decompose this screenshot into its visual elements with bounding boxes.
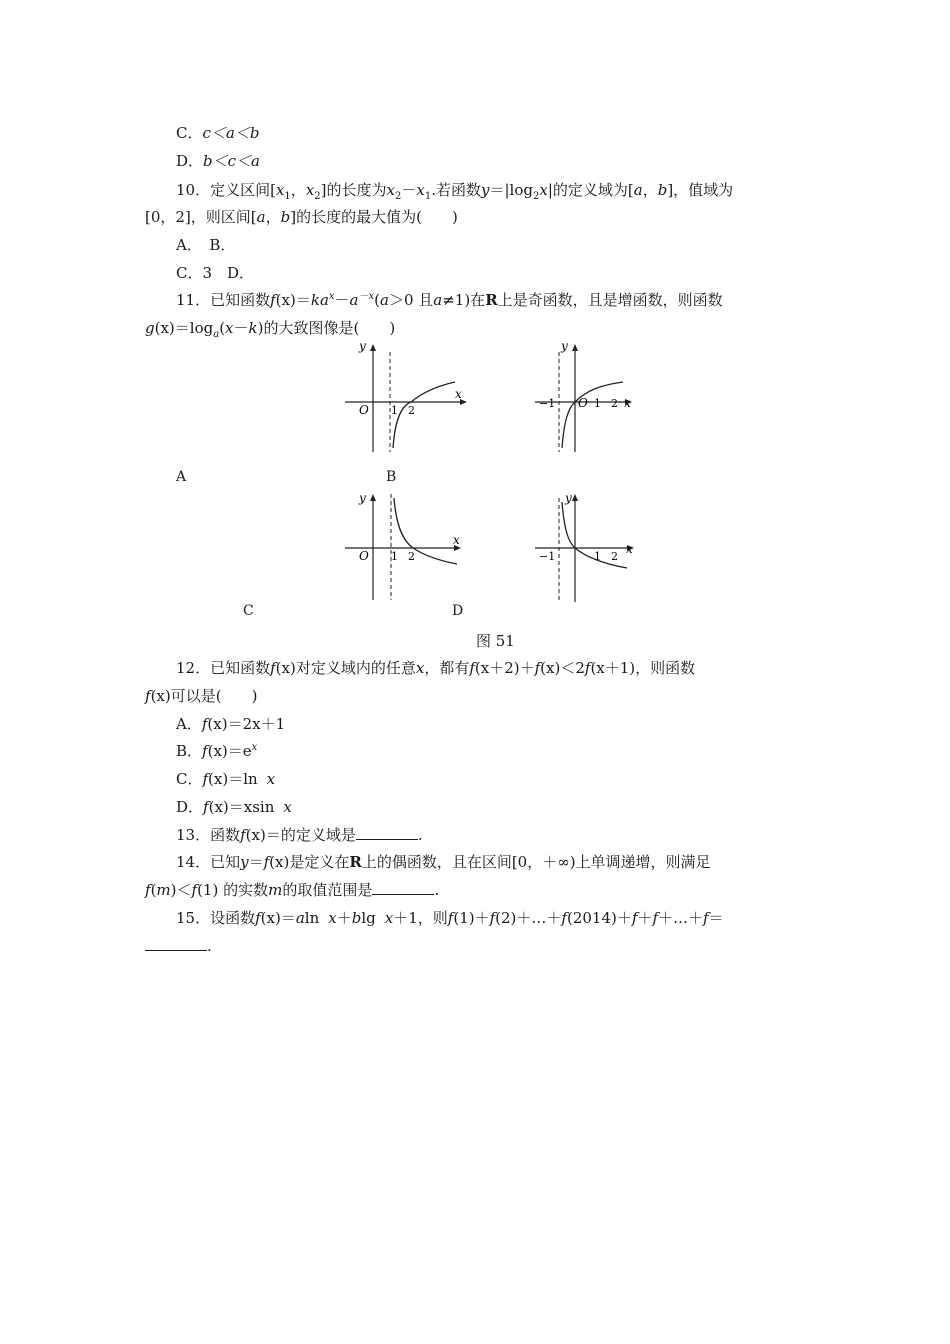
var: x — [415, 659, 425, 677]
text: 12．已知函数 — [176, 659, 271, 677]
sub: 2 — [532, 191, 540, 202]
text: (x＋2)＋ — [474, 659, 535, 677]
text: 14．已知 — [176, 853, 241, 871]
var: f — [201, 715, 208, 733]
q12-option-b — [176, 741, 257, 761]
q10-line1 — [176, 180, 733, 200]
var: f — [270, 659, 276, 677]
var: f — [145, 687, 151, 705]
text: ＋1，则 — [393, 909, 448, 927]
text: ＝ — [280, 909, 296, 927]
var: f — [447, 909, 454, 927]
var: a — [256, 208, 266, 226]
graph-b — [535, 340, 660, 455]
var: f — [631, 909, 638, 927]
q13-line — [176, 825, 423, 845]
text: (x) — [245, 826, 266, 844]
figure-caption: 图 51 — [476, 632, 515, 650]
tick-2: 2 — [611, 397, 618, 410]
tick-1: 1 — [391, 404, 398, 417]
var: y — [240, 853, 249, 871]
var: m — [156, 881, 171, 899]
answer-blank — [145, 936, 207, 951]
var: f — [652, 909, 658, 927]
var: a — [349, 291, 359, 309]
option-expr: (x)＝xsin — [208, 798, 275, 816]
tick-1: 1 — [391, 550, 398, 563]
var: b — [280, 208, 291, 226]
text: (x) — [150, 687, 171, 705]
graph-label-d: D — [452, 603, 464, 619]
option-label: D． — [176, 798, 204, 816]
sup: x — [328, 291, 335, 302]
x-label: x — [453, 533, 460, 547]
option-label: C． — [176, 770, 203, 788]
text: (x)＜2 — [540, 659, 585, 677]
text: ( — [219, 319, 226, 337]
q9-option-d — [176, 151, 260, 171]
q14-line1 — [176, 852, 711, 872]
text: 是定义在 — [289, 853, 350, 871]
sub: 2 — [314, 191, 321, 202]
var: x — [416, 181, 425, 199]
tick-1: 1 — [594, 397, 601, 410]
y-arrow — [370, 494, 376, 501]
text: ( — [374, 291, 380, 309]
q10-line2 — [145, 207, 458, 227]
text: 15．设函数 — [176, 909, 256, 927]
text: ＝的定义域是 — [265, 826, 356, 844]
sub: 1 — [424, 191, 432, 202]
var: f — [534, 659, 541, 677]
text: － — [401, 181, 417, 199]
option-expr: b＜c＜a — [203, 152, 260, 170]
text: ＝ — [248, 853, 264, 871]
text: . — [417, 826, 423, 844]
var: f — [255, 909, 261, 927]
tick-2: 2 — [611, 550, 618, 563]
tick-minus-1: −1 — [539, 397, 556, 410]
var: a — [295, 909, 305, 927]
var: y — [481, 181, 490, 199]
text: [0，2]，则区间[ — [145, 208, 257, 226]
option-label: A． — [176, 715, 202, 733]
q12-option-d — [176, 797, 292, 817]
option-label: D． — [176, 152, 204, 170]
graph-d — [535, 490, 660, 605]
var: f — [145, 881, 151, 899]
text: ＝ — [708, 909, 724, 927]
text: (2014)＋ — [566, 909, 632, 927]
var: x — [283, 798, 292, 816]
graph-label-c: C — [243, 603, 254, 619]
text: . — [207, 937, 212, 955]
var: f — [202, 742, 208, 760]
var: x — [539, 181, 548, 199]
graph-label-b: B — [386, 469, 397, 485]
text: (2)＋…＋ — [495, 909, 562, 927]
q15-line1 — [176, 908, 724, 928]
text: 上是奇函数，且是增函数，则函数 — [497, 291, 723, 309]
text: ＋ — [336, 909, 352, 927]
text: 11．已知函数 — [176, 291, 271, 309]
text: － — [233, 319, 249, 337]
q14-line2 — [145, 880, 439, 900]
tick-2: 2 — [408, 550, 415, 563]
text: ， — [265, 208, 281, 226]
text: .若函数 — [431, 181, 481, 199]
q10-options-cd: C．3 D． — [176, 264, 255, 282]
option-expr: c＜a＜b — [202, 124, 260, 142]
var: R — [485, 291, 498, 309]
y-arrow — [572, 344, 578, 351]
text: ＋ — [637, 909, 653, 927]
sub: a — [213, 329, 220, 340]
text: )的大致图像是( ) — [257, 319, 396, 337]
y-arrow — [370, 344, 376, 351]
q9-option-c — [176, 123, 259, 143]
sub: 1 — [284, 191, 291, 202]
graph-c — [345, 490, 470, 605]
text: 13．函数 — [176, 826, 241, 844]
text: ＝|log — [489, 181, 533, 199]
text: ]的长度的最大值为( ) — [290, 208, 458, 226]
y-label: y — [561, 340, 568, 353]
text: |的定义域为[ — [547, 181, 634, 199]
origin-label: O — [578, 396, 588, 410]
q12-line1 — [176, 658, 695, 678]
y-arrow — [572, 494, 578, 501]
text: (x) — [154, 319, 175, 337]
sup: x — [251, 742, 258, 753]
text: 10．定义区间[ — [176, 181, 276, 199]
var: x — [305, 181, 315, 199]
sup: －x — [358, 291, 375, 302]
x-label: x — [455, 387, 462, 401]
var: f — [270, 291, 276, 309]
option-expr: (x)＝e — [207, 742, 252, 760]
q10-options-ab: A． B． — [176, 236, 236, 254]
text: (x) — [260, 909, 281, 927]
text: ( — [150, 881, 157, 899]
text: － — [334, 291, 350, 309]
text: ln — [304, 909, 320, 927]
text: ，都有 — [424, 659, 470, 677]
var: k — [248, 319, 258, 337]
var: f — [191, 881, 198, 899]
y-label: y — [565, 491, 572, 505]
var: k — [310, 291, 320, 309]
q15-line2 — [145, 936, 212, 956]
text: 可以是( ) — [170, 687, 258, 705]
var: f — [240, 826, 246, 844]
q12-option-a — [176, 714, 285, 734]
text: ＋…＋ — [658, 909, 704, 927]
text: (x) — [269, 853, 290, 871]
var: f — [263, 853, 270, 871]
text: ， — [642, 181, 658, 199]
tick-minus-1: −1 — [539, 550, 556, 563]
q11-line2 — [145, 318, 395, 338]
tick-1: 1 — [594, 550, 601, 563]
text: 的取值范围是 — [282, 881, 373, 899]
text: (x) — [275, 291, 296, 309]
tick-2: 2 — [408, 404, 415, 417]
var: a — [319, 291, 329, 309]
graph-a — [345, 340, 470, 455]
var: x — [275, 181, 285, 199]
var: f — [202, 770, 209, 788]
curve — [562, 382, 623, 448]
text: (x) — [275, 659, 296, 677]
q12-line2 — [145, 686, 257, 706]
text: lg — [361, 909, 376, 927]
curve — [394, 498, 457, 564]
option-expr: (x)＝ln — [208, 770, 258, 788]
var: f — [203, 798, 209, 816]
var: f — [469, 659, 475, 677]
var: b — [351, 909, 362, 927]
curve — [393, 382, 455, 448]
var: x — [328, 909, 337, 927]
text: ＞0 且 — [388, 291, 434, 309]
q11-line1 — [176, 290, 723, 310]
text: (1)＋ — [453, 909, 490, 927]
var: f — [584, 659, 591, 677]
text: ]，值域为 — [667, 181, 734, 199]
text: ≠1)在 — [442, 291, 486, 309]
answer-blank — [356, 825, 418, 840]
var: f — [489, 909, 496, 927]
var: f — [703, 909, 709, 927]
option-label: B． — [176, 742, 203, 760]
x-label: x — [626, 542, 633, 556]
graph-label-a: A — [176, 469, 187, 485]
origin-label: O — [359, 549, 369, 563]
y-label: y — [359, 491, 366, 505]
var: a — [433, 291, 443, 309]
text: . — [434, 881, 440, 899]
text: 对定义域内的任意 — [295, 659, 416, 677]
answer-blank — [372, 880, 434, 895]
q12-option-c — [176, 769, 275, 789]
sub: 2 — [394, 191, 402, 202]
text: )＜ — [170, 881, 192, 899]
text: (x＋1)，则函数 — [590, 659, 696, 677]
text: (1) 的实数 — [197, 881, 269, 899]
var: R — [349, 853, 362, 871]
var: g — [145, 319, 155, 337]
var: x — [266, 770, 276, 788]
var: f — [561, 909, 567, 927]
var: x — [225, 319, 234, 337]
var: x — [384, 909, 394, 927]
option-expr: (x)＝2x＋1 — [207, 715, 286, 733]
text: ＝log — [174, 319, 214, 337]
var: m — [268, 881, 283, 899]
option-label: C． — [176, 124, 203, 142]
x-label: x — [624, 396, 631, 410]
var: x — [386, 181, 395, 199]
var: a — [380, 291, 389, 309]
text: 上的偶函数，且在区间[0，＋∞)上单调递增，则满足 — [361, 853, 711, 871]
var: b — [657, 181, 668, 199]
text: ， — [290, 181, 306, 199]
text: ＝ — [295, 291, 311, 309]
text: ]的长度为 — [320, 181, 387, 199]
y-label: y — [359, 340, 366, 353]
origin-label: O — [359, 403, 369, 417]
var: a — [633, 181, 643, 199]
